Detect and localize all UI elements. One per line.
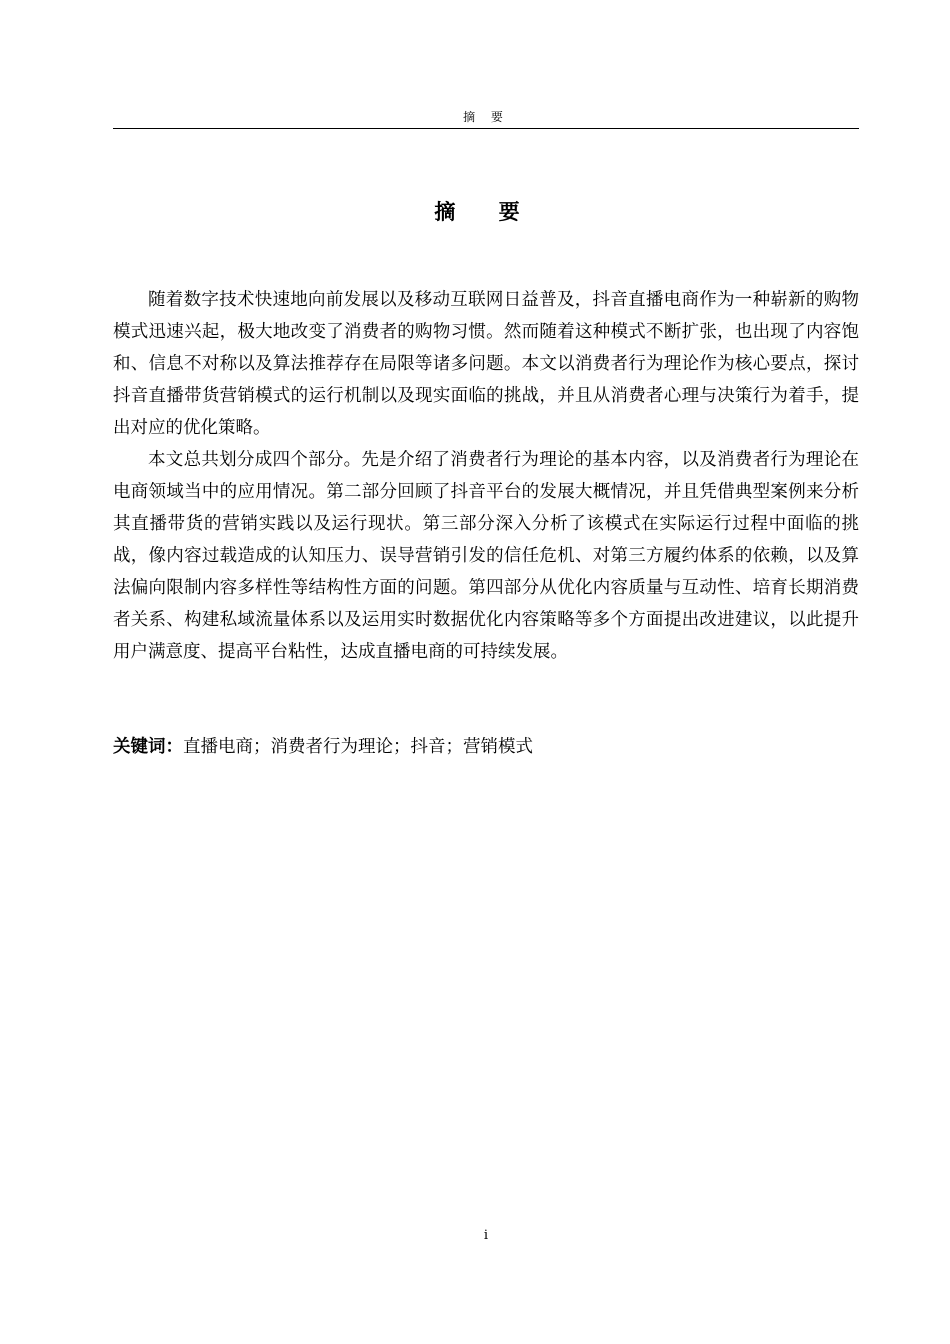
abstract-title: 摘 要 <box>434 200 538 224</box>
keywords-label: 关键词： <box>113 737 183 757</box>
keywords-list: 直播电商；消费者行为理论；抖音；营销模式 <box>183 737 533 757</box>
running-header: 摘 要 <box>463 110 509 124</box>
header-rule <box>113 128 859 129</box>
keywords-line <box>113 732 859 762</box>
abstract-paragraph-2: 本文总共划分成四个部分。先是介绍了消费者行为理论的基本内容，以及消费者行为理论在电商领域当中的应用情况。第二部分回顾了抖音平台的发展大概情况，并且凭借典型案例来分析其直播带货的营销实践以及运行现状。第三部分深入分析了该模式在实际运行过程中面临的挑战，像内容过载造成的认知压力、误导营销引发的信任危机、对第三方履约体系的依赖，以及算法偏向限制内容多样性等结构性方面的问题。第四部分从优化内容质量与互动性、培育长期消费者关系、构建私域流量体系以及运用实时数据优化内容策略等多个方面提出改进建议，以此提升用户满意度、提高平台粘性，达成直播电商的可持续发展。 <box>113 450 859 662</box>
abstract-paragraph-1: 随着数字技术快速地向前发展以及移动互联网日益普及，抖音直播电商作为一种崭新的购物模式迅速兴起，极大地改变了消费者的购物习惯。然而随着这种模式不断扩张，也出现了内容饱和、信息不对称以及算法推荐存在局限等诸多问题。本文以消费者行为理论作为核心要点，探讨抖音直播带货营销模式的运行机制以及现实面临的挑战，并且从消费者心理与决策行为着手，提出对应的优化策略。 <box>113 290 859 438</box>
page-number: i <box>483 1228 489 1243</box>
abstract-body <box>113 284 859 668</box>
